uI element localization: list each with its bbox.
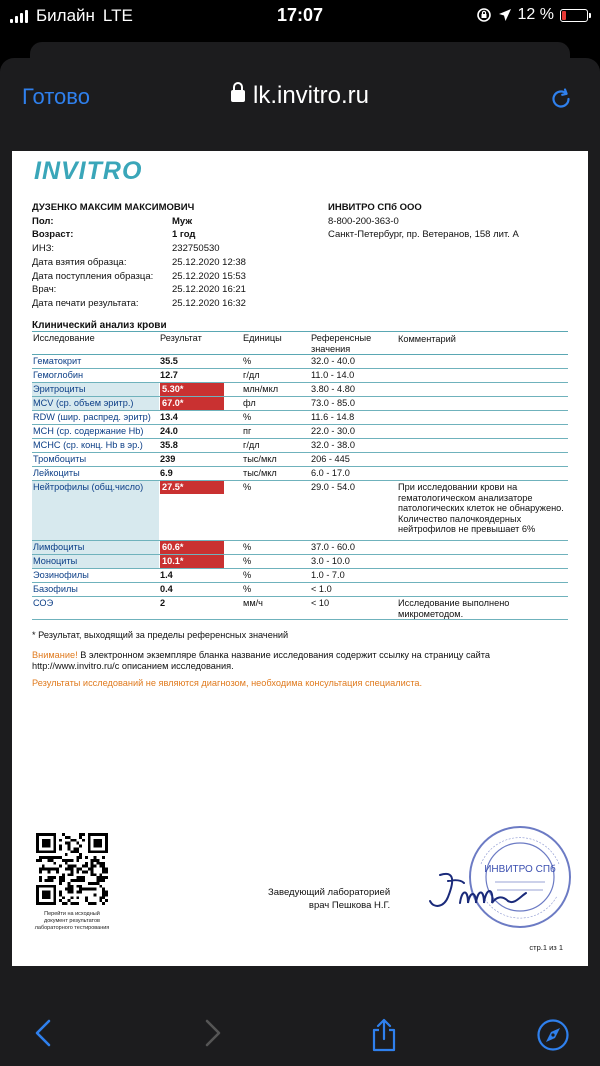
cell-comment (397, 411, 568, 424)
lab-address: Санкт-Петербург, пр. Ветеранов, 158 лит. А (328, 229, 519, 241)
cell-result-value: 24.0 (160, 426, 178, 436)
cell-reference: < 10 (311, 598, 330, 608)
cell-units: г/дл (243, 440, 260, 450)
cell-result (159, 411, 242, 424)
cell-result-value: 10.1* (160, 555, 224, 568)
cell-comment (397, 425, 568, 438)
cell-result-value: 35.8 (160, 440, 178, 450)
patient-value: 25.12.2020 15:53 (172, 270, 246, 282)
patient-row (32, 270, 332, 284)
page-number: стр.1 из 1 (529, 943, 563, 952)
browser-navbar (0, 58, 600, 142)
patient-label: Дата поступления образца: (32, 270, 154, 282)
patient-row (32, 297, 332, 311)
cell-units: пг (243, 426, 252, 436)
disclaimer: Результаты исследований не являются диагнозом, необходима консультация специалиста. (32, 678, 423, 688)
cell-result-value: 67.0* (160, 397, 224, 410)
cell-comment (397, 453, 568, 466)
pdf-document (12, 151, 588, 966)
cell-units: фл (243, 398, 256, 408)
cell-reference: 37.0 - 60.0 (311, 542, 355, 552)
cell-units: % (243, 412, 252, 422)
cell-test: СОЭ (33, 598, 54, 608)
cell-test: RDW (шир. распред. эритр) (33, 412, 151, 422)
cell-result-value: 0.4 (160, 584, 173, 594)
cell-result-value: 12.7 (160, 370, 178, 380)
table-row (32, 481, 568, 541)
table-row (32, 569, 568, 583)
qr-caption: Перейти на исходный документ результатов лабораторного тестирования (34, 911, 110, 931)
patient-value: 25.12.2020 16:32 (172, 297, 246, 309)
cell-reference: 3.80 - 4.80 (311, 384, 355, 394)
location-icon (498, 8, 512, 22)
patient-row (32, 228, 332, 242)
qr-code (36, 833, 108, 905)
forward-icon[interactable] (200, 1018, 224, 1048)
cell-test: Гематокрит (33, 356, 82, 366)
lab-phone: 8-800-200-363-0 (328, 215, 399, 227)
lock-icon (231, 90, 245, 102)
patient-label: Пол: (32, 215, 54, 227)
cell-reference: 29.0 - 54.0 (311, 482, 355, 492)
cell-units: тыс/мкл (243, 468, 277, 478)
section-title: Клинический анализ крови (32, 320, 167, 331)
cell-result (159, 597, 242, 619)
share-icon[interactable] (368, 1018, 400, 1052)
cell-test: MCHC (ср. конц. Hb в эр.) (33, 440, 143, 450)
cell-reference: 22.0 - 30.0 (311, 426, 355, 436)
table-header (32, 331, 568, 355)
cell-reference: < 1.0 (311, 584, 332, 594)
safari-sheet (0, 58, 600, 1066)
cell-comment (397, 541, 568, 554)
cell-result (159, 569, 242, 582)
cell-test: Эозинофилы (33, 570, 89, 580)
cell-units: % (243, 542, 252, 552)
status-bar (0, 0, 600, 34)
cell-result (159, 383, 242, 396)
footnote: * Результат, выходящий за пределы референсных значений (32, 630, 289, 640)
cell-result (159, 467, 242, 480)
patient-row (32, 242, 332, 256)
lab-info (328, 201, 519, 242)
table-row (32, 453, 568, 467)
cell-test: Лимфоциты (32, 541, 159, 554)
cell-units: г/дл (243, 370, 260, 380)
cell-comment (397, 583, 568, 596)
cell-reference: 6.0 - 17.0 (311, 468, 350, 478)
lab-name: ИНВИТРО СПб ООО (328, 202, 422, 213)
cell-test: Нейтрофилы (общ.число) (32, 481, 159, 540)
notice-warning: Внимание! (32, 650, 78, 660)
table-row (32, 541, 568, 555)
patient-row (32, 283, 332, 297)
cell-result (159, 425, 242, 438)
signature (422, 867, 532, 917)
cell-result-value: 27.5* (160, 481, 224, 494)
status-right (476, 6, 588, 24)
cell-result-value: 2 (160, 598, 166, 608)
cell-test: Эритроциты (32, 383, 159, 396)
cell-comment (397, 383, 568, 396)
cell-result (159, 541, 242, 554)
cell-reference: 11.6 - 14.8 (311, 412, 355, 422)
cell-comment: При исследовании крови на гематологическом анализаторе патологических клеток не обнаружено. Количество палочкоядерных нейтрофилов не превышает 6% (398, 482, 564, 535)
patient-label: ИНЗ: (32, 243, 55, 255)
cell-reference: 1.0 - 7.0 (311, 570, 345, 580)
cell-result (159, 355, 242, 368)
carrier-label: Билайн (36, 6, 95, 25)
cell-comment (397, 569, 568, 582)
clock: 17:07 (276, 5, 324, 25)
cell-comment (397, 439, 568, 452)
invitro-logo: INVITRO (34, 157, 143, 185)
table-row (32, 467, 568, 481)
cell-result-value: 60.6* (160, 541, 224, 554)
reload-icon[interactable] (548, 86, 574, 112)
cell-result (159, 583, 242, 596)
cell-comment: Исследование выполнено микрометодом. (398, 598, 510, 619)
patient-value: 1 год (172, 229, 196, 241)
cell-test: MCV (ср. объем эритр.) (32, 397, 159, 410)
table-row (32, 597, 568, 620)
browser-toolbar (0, 1006, 600, 1066)
url-bar[interactable] (0, 82, 600, 110)
header-test: Исследование (33, 333, 95, 343)
cell-units: тыс/мкл (243, 454, 277, 464)
table-row (32, 411, 568, 425)
patient-row (32, 215, 332, 229)
cell-test: Тромбоциты (33, 454, 87, 464)
patient-label: Врач: (32, 284, 57, 296)
cell-test: MCH (ср. содержание Hb) (33, 426, 144, 436)
table-row (32, 355, 568, 369)
cell-test: Базофилы (33, 584, 78, 594)
cell-result (159, 555, 242, 568)
url-text: lk.invitro.ru (252, 82, 370, 109)
patient-row (32, 256, 332, 270)
cell-comment (397, 467, 568, 480)
cell-comment (397, 397, 568, 410)
cell-comment (397, 355, 568, 368)
head-line-1: Заведующий лабораторией (268, 887, 391, 898)
head-of-lab (268, 886, 390, 912)
results-table (32, 331, 568, 620)
cell-comment (397, 369, 568, 382)
table-body (32, 355, 568, 620)
patient-value: 232750530 (172, 243, 220, 255)
table-row (32, 555, 568, 569)
cell-reference: 3.0 - 10.0 (311, 556, 350, 566)
screen-lock-icon (476, 7, 492, 23)
stamp-text: ИНВИТРО СПб (484, 864, 556, 875)
table-row (32, 583, 568, 597)
table-row (32, 425, 568, 439)
cell-result-value: 1.4 (160, 570, 173, 580)
cell-units: % (243, 356, 252, 366)
table-row (32, 439, 568, 453)
battery-percent: 12 % (517, 6, 554, 23)
cell-result-value: 5.30* (160, 383, 224, 396)
network-label: LTE (102, 6, 133, 25)
patient-value: Муж (172, 215, 193, 227)
notice-text: В электронном экземпляре бланка название исследования содержит ссылку на страницу сайта http://www.invitro.ru/с описанием исследования. (32, 650, 491, 671)
battery-icon (560, 9, 588, 22)
cell-result (159, 439, 242, 452)
notice (32, 650, 552, 672)
patient-info (32, 201, 332, 311)
cell-result (159, 397, 242, 410)
header-units: Единицы (243, 333, 282, 343)
header-comment: Комментарий (398, 334, 456, 344)
cell-units: % (243, 482, 252, 492)
back-icon[interactable] (32, 1018, 56, 1048)
cell-result (159, 453, 242, 466)
cell-test: Лейкоциты (33, 468, 80, 478)
cell-units: % (243, 584, 252, 594)
cell-result-value: 239 (160, 454, 176, 464)
compass-icon[interactable] (536, 1018, 570, 1052)
done-button[interactable]: Готово (22, 84, 90, 109)
cell-test: Гемоглобин (33, 370, 84, 380)
patient-label: Дата взятия образца: (32, 256, 127, 268)
cell-reference: 73.0 - 85.0 (311, 398, 355, 408)
cell-comment (397, 555, 568, 568)
cell-reference: 32.0 - 38.0 (311, 440, 355, 450)
patient-label: Возраст: (32, 229, 74, 241)
cell-result-value: 6.9 (160, 468, 173, 478)
table-row (32, 397, 568, 411)
patient-name: ДУЗЕНКО МАКСИМ МАКСИМОВИЧ (32, 202, 195, 213)
cell-units: % (243, 556, 252, 566)
header-result: Результат (160, 333, 202, 343)
table-row (32, 383, 568, 397)
patient-label: Дата печати результата: (32, 297, 139, 309)
patient-value: 25.12.2020 12:38 (172, 256, 246, 268)
head-line-2: врач Пешкова Н.Г. (308, 900, 391, 911)
cell-reference: 32.0 - 40.0 (311, 356, 355, 366)
cell-units: млн/мкл (243, 384, 279, 394)
patient-value: 25.12.2020 16:21 (172, 284, 246, 296)
table-row (32, 369, 568, 383)
cell-result-value: 35.5 (160, 356, 178, 366)
cell-result-value: 13.4 (160, 412, 178, 422)
cell-reference: 11.0 - 14.0 (311, 370, 355, 380)
header-reference: Референсные значения (311, 333, 372, 354)
cell-test: Моноциты (32, 555, 159, 568)
cell-units: % (243, 570, 252, 580)
cell-units: мм/ч (243, 598, 263, 608)
cell-reference: 206 - 445 (311, 454, 350, 464)
cell-result (159, 481, 242, 540)
cell-result (159, 369, 242, 382)
